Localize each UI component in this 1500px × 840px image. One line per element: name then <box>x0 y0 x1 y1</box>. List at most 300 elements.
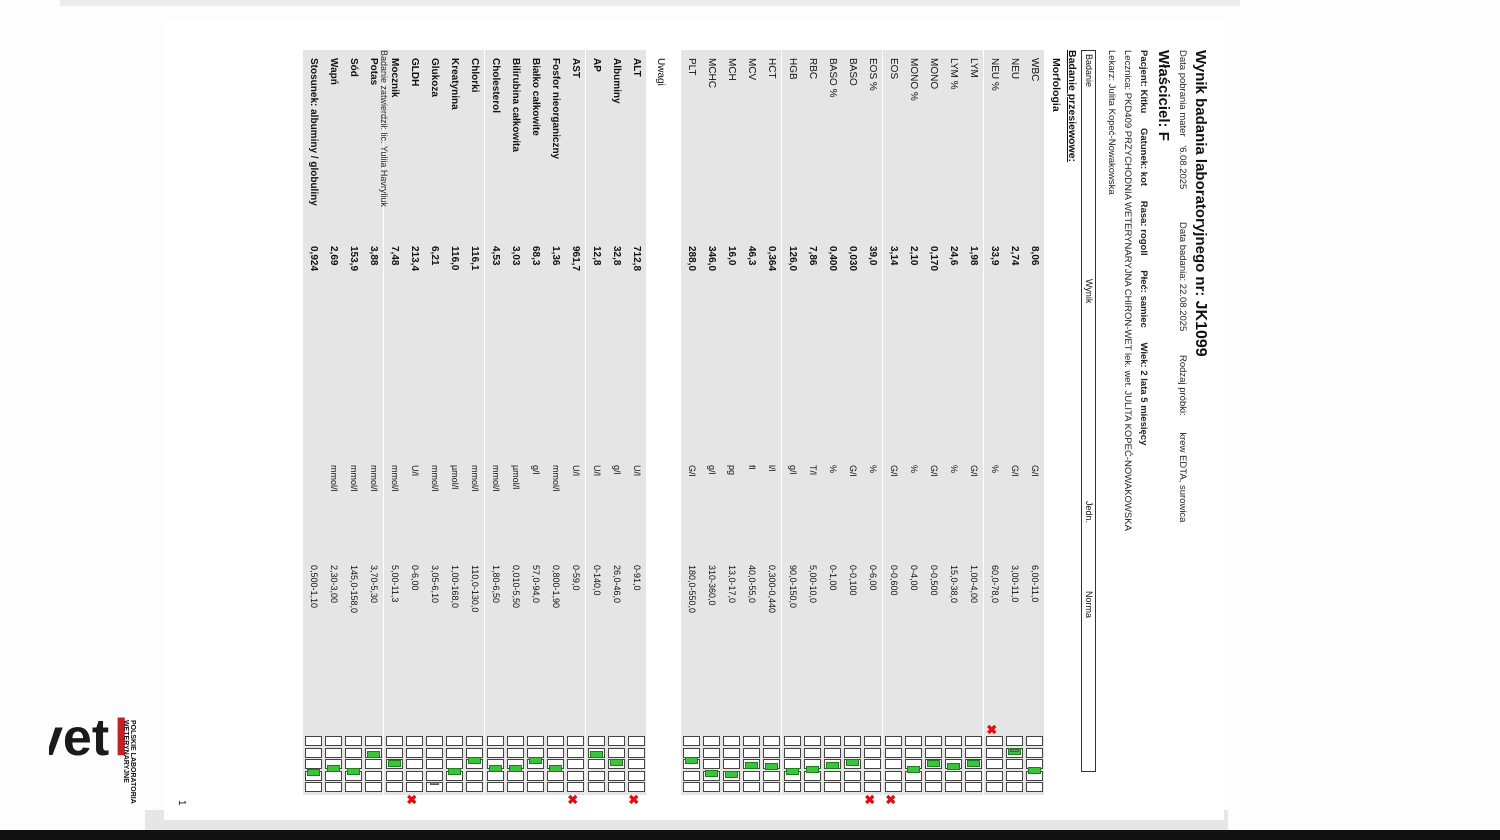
gauge-segment <box>1006 759 1023 769</box>
gauge-segment <box>885 748 902 758</box>
test-reference-range: 15,0-38,0 <box>949 565 960 604</box>
table-row <box>1024 50 1044 795</box>
test-name: GLDH <box>408 58 420 87</box>
test-name: BASO <box>847 58 859 86</box>
range-gauge <box>446 736 463 792</box>
out-of-range-x-icon: ✖ <box>862 794 878 805</box>
test-result: 6,21 <box>429 246 440 266</box>
gauge-segment <box>446 736 463 746</box>
test-result: 3,14 <box>887 246 899 266</box>
test-unit: g/l <box>706 465 717 475</box>
test-reference-range: 1,80-6,50 <box>490 565 501 604</box>
test-unit: l/l <box>767 465 778 472</box>
gauge-segment <box>965 782 982 792</box>
table-row <box>323 50 343 795</box>
table-row <box>485 50 505 795</box>
gauge-segment <box>588 759 605 769</box>
gauge-segment <box>905 736 922 746</box>
gauge-segment <box>864 782 881 792</box>
sample-type-value: krew EDTA, surowica <box>1177 432 1188 523</box>
test-result: 7,48 <box>388 246 400 266</box>
test-result: 0,170 <box>928 246 939 272</box>
gauge-segment <box>824 748 841 758</box>
test-reference-range: 5,00-10,0 <box>807 565 818 604</box>
test-result: 0,400 <box>827 246 838 272</box>
table-row <box>565 50 585 805</box>
test-unit: mmol/l <box>430 465 440 492</box>
test-name: Mocznik <box>388 58 400 98</box>
gauge-segment <box>608 748 625 758</box>
test-unit: pg <box>727 465 737 476</box>
gauge-segment <box>703 782 720 792</box>
test-name: Potas <box>368 58 380 86</box>
test-result: 3,03 <box>509 246 521 266</box>
gauge-segment <box>608 736 625 746</box>
table-row <box>882 50 903 805</box>
test-result: 1,98 <box>968 246 980 266</box>
test-unit: mmol/l <box>470 465 481 492</box>
gauge-segment <box>945 736 962 746</box>
gauge-segment <box>885 759 902 769</box>
clinic: Lecznica: PKD409 PRZYCHODNIA WETERYNARYJNA CHIRON-WET lek. wet. JULITA KOPEĆ-NOWAKOWSKA <box>1122 50 1133 531</box>
out-of-range-x-icon: ✖ <box>626 794 641 805</box>
gauge-segment <box>804 736 821 746</box>
gauge-segment <box>345 782 362 792</box>
in-range-marker <box>967 760 980 767</box>
test-reference-range: 0-0,600 <box>888 565 899 596</box>
approval-footer: Badanie zatwierdził: lic. Yuliia Havryliuk <box>379 50 389 207</box>
test-name: LYM % <box>948 58 960 90</box>
gauge-segment <box>547 748 564 758</box>
test-result: 2,10 <box>907 246 919 266</box>
test-reference-range: 40,0-55,0 <box>747 565 758 604</box>
test-result: 32,8 <box>610 246 622 266</box>
test-unit: G/l <box>929 465 939 477</box>
gauge-segment <box>608 771 625 781</box>
gauge-segment <box>588 736 605 746</box>
gauge-segment <box>763 771 780 781</box>
gauge-segment <box>1026 748 1043 758</box>
test-name: EOS <box>887 58 899 80</box>
gauge-segment <box>406 771 423 781</box>
test-name: Glukoza <box>429 58 440 97</box>
range-gauge <box>345 736 362 792</box>
test-unit: mmol/l <box>349 465 360 492</box>
test-reference-range: 0,500-1,10 <box>308 565 319 609</box>
test-name: ALT <box>631 58 642 77</box>
test-result: 126,0 <box>786 246 798 272</box>
range-gauge <box>565 736 584 805</box>
in-range-marker <box>367 751 380 758</box>
test-reference-range: 145,0-158,0 <box>349 565 360 614</box>
gauge-segment <box>965 771 982 781</box>
test-name: Chlorki <box>469 58 481 93</box>
in-range-marker <box>907 766 920 773</box>
gauge-segment <box>824 782 841 792</box>
test-name: Fosfor nieorganiczny <box>550 58 562 160</box>
test-reference-range: 0-0,100 <box>848 565 859 596</box>
test-name: RBC <box>806 58 818 80</box>
range-gauge <box>466 736 483 792</box>
owner: Właściciel: F <box>1155 50 1172 141</box>
gauge-segment <box>386 736 403 746</box>
gauge-segment <box>406 736 423 746</box>
table-row <box>761 50 781 795</box>
test-result: 0,924 <box>307 246 319 272</box>
test-reference-range: 180,0-550,0 <box>686 565 697 614</box>
gauge-segment <box>986 759 1003 769</box>
gauge-segment <box>986 748 1003 758</box>
range-gauge <box>844 736 861 792</box>
gauge-segment <box>547 736 564 746</box>
range-gauge <box>763 736 780 792</box>
collection-date <box>1177 50 1188 189</box>
gauge-segment <box>567 771 584 781</box>
species: Gatunek: kot <box>1138 128 1149 187</box>
gauge-segment <box>406 759 423 769</box>
test-reference-range: 0-4,00 <box>908 565 919 591</box>
test-reference-range: 0-6,00 <box>409 565 420 591</box>
table-row <box>903 50 923 795</box>
gauge-segment <box>547 782 564 792</box>
test-result: 116,0 <box>449 246 461 271</box>
gauge-segment <box>527 771 544 781</box>
in-range-marker <box>685 757 698 764</box>
test-unit: µmol/l <box>450 465 461 490</box>
test-result: 2,69 <box>328 246 339 266</box>
gauge-segment <box>1006 782 1023 792</box>
gauge-segment <box>804 748 821 758</box>
test-unit: G/l <box>848 465 859 477</box>
gauge-segment <box>743 736 760 746</box>
range-gauge <box>588 736 605 792</box>
gauge-segment <box>945 782 962 792</box>
test-name: Wapń <box>328 58 339 85</box>
table-row <box>822 50 842 795</box>
gauge-segment <box>784 736 801 746</box>
table-row <box>862 50 882 805</box>
test-reference-range: 0,300-0,440 <box>767 565 778 614</box>
col-test: Badanie <box>1084 54 1094 88</box>
gauge-segment <box>466 736 483 746</box>
test-unit: µmol/l <box>510 465 521 490</box>
patient-line <box>1138 50 1149 445</box>
gauge-segment <box>683 748 700 758</box>
in-range-marker <box>529 757 542 764</box>
range-gauge <box>626 736 645 805</box>
subsection-title: Morfologia <box>1050 58 1062 112</box>
gauge-segment <box>628 748 645 758</box>
test-unit: U/l <box>591 465 602 476</box>
in-range-marker <box>745 762 758 769</box>
gauge-segment <box>446 748 463 758</box>
gauge-segment <box>1026 782 1043 792</box>
table-row <box>802 50 822 795</box>
test-name: Białko całkowite <box>530 58 541 136</box>
table-row <box>626 50 646 805</box>
test-unit: mmol/l <box>490 465 501 492</box>
gauge-segment <box>628 736 645 746</box>
table-row <box>606 50 626 795</box>
table-row <box>923 50 943 795</box>
test-reference-range: 1,00-4,00 <box>969 565 980 604</box>
test-name: Sód <box>348 58 360 77</box>
gauge-segment <box>567 748 584 758</box>
gauge-segment <box>325 771 342 781</box>
test-name: Cholesterol <box>489 58 501 114</box>
gauge-segment <box>507 748 524 758</box>
gauge-segment <box>683 736 700 746</box>
range-gauge <box>723 736 740 792</box>
gauge-segment <box>386 782 403 792</box>
test-result: 46,3 <box>746 246 758 266</box>
gauge-segment <box>763 748 780 758</box>
dna-logo-icon <box>49 660 129 810</box>
table-row <box>984 50 1004 795</box>
test-unit: mmol/l <box>329 465 339 492</box>
in-range-marker <box>388 760 401 767</box>
range-gauge <box>862 736 881 805</box>
test-unit: U/l <box>409 465 420 476</box>
gauge-segment <box>325 748 342 758</box>
gauge-segment <box>345 748 362 758</box>
gauge-segment <box>925 736 942 746</box>
range-gauge <box>403 736 423 805</box>
gauge-segment <box>703 736 720 746</box>
table-row <box>444 50 464 795</box>
gauge-segment <box>864 759 881 769</box>
gauge-segment <box>925 748 942 758</box>
page-number: 1 <box>176 800 187 806</box>
gauge-segment <box>507 782 524 792</box>
in-range-marker <box>765 763 778 770</box>
age: Wiek: 2 lata 5 miesięcy <box>1138 342 1149 446</box>
logo-sub-1: POLSKIE LABORATORIA <box>129 720 136 804</box>
range-gauge <box>1026 736 1043 792</box>
gauge-segment <box>527 748 544 758</box>
gauge-segment <box>567 736 584 746</box>
gauge-segment <box>986 782 1003 792</box>
table-row <box>943 50 963 795</box>
test-name: Kreatynina <box>449 58 461 110</box>
gauge-segment <box>885 736 902 746</box>
test-result: 33,9 <box>988 246 1000 266</box>
gauge-segment <box>945 748 962 758</box>
range-gauge <box>305 736 322 792</box>
table-row <box>424 50 444 795</box>
test-reference-range: 6,00-11,0 <box>1030 565 1040 603</box>
test-name: HCT <box>766 58 778 79</box>
test-reference-range: 0,010-5,50 <box>510 565 521 609</box>
range-gauge <box>386 736 403 792</box>
in-range-marker <box>806 766 819 773</box>
gauge-segment <box>723 782 740 792</box>
gauge-segment <box>925 782 942 792</box>
test-result: 116,1 <box>469 246 481 271</box>
test-name: Stosunek: albuminy / globuliny <box>307 58 319 206</box>
gauge-segment <box>885 771 902 781</box>
gauge-segment <box>406 782 423 792</box>
sample-type <box>1177 355 1188 522</box>
test-result: 346,0 <box>705 246 717 272</box>
test-name: PLT <box>685 58 697 76</box>
test-reference-range: 60,0-78,0 <box>989 565 1000 604</box>
logo-subtitle <box>122 720 136 804</box>
in-range-marker <box>347 768 360 775</box>
test-unit: % <box>828 465 838 474</box>
table-row <box>741 50 761 795</box>
breed: Rasa: rogoll <box>1138 200 1149 256</box>
gauge-segment <box>567 782 584 792</box>
test-reference-range: 0-1,00 <box>828 565 838 591</box>
test-result: 24,6 <box>948 246 960 266</box>
gauge-segment <box>743 771 760 781</box>
patient-name: Pacjent: Kitku <box>1138 50 1149 114</box>
gauge-segment <box>386 771 403 781</box>
table-row <box>303 50 323 795</box>
table-row <box>545 50 565 795</box>
gauge-segment <box>703 748 720 758</box>
section-title: Badanie przesiewowe: <box>1066 50 1078 163</box>
test-result: 0,364 <box>766 246 778 272</box>
svg-text:vet: et <box>62 709 110 767</box>
test-unit: fl <box>747 465 758 470</box>
test-reference-range: 0-59,0 <box>571 565 582 591</box>
range-gauge <box>965 736 982 792</box>
gauge-segment <box>965 748 982 758</box>
test-result: 68,3 <box>530 246 541 266</box>
test-reference-range: 0-6,00 <box>868 565 879 591</box>
gauge-segment <box>844 771 861 781</box>
table-row <box>782 50 802 795</box>
gauge-segment <box>1006 771 1023 781</box>
range-gauge <box>1006 736 1023 792</box>
in-range-marker <box>826 762 839 769</box>
test-result: 16,0 <box>726 246 737 266</box>
range-gauge <box>325 736 342 792</box>
test-name: LYM <box>968 58 980 78</box>
test-unit: G/l <box>888 465 899 477</box>
logo-sub-2: WETERYNARYJNE <box>122 720 129 783</box>
test-result: 1,36 <box>550 246 562 266</box>
table-row <box>842 50 862 795</box>
test-reference-range: 0-91,0 <box>632 565 642 591</box>
range-gauge <box>925 736 942 792</box>
test-name: EOS % <box>867 58 879 91</box>
test-name: HGB <box>786 58 798 80</box>
range-gauge <box>905 736 922 792</box>
in-range-marker <box>786 768 799 775</box>
table-row <box>701 50 721 795</box>
gauge-segment <box>824 771 841 781</box>
range-gauge <box>703 736 720 792</box>
range-gauge <box>824 736 841 792</box>
test-result: 288,0 <box>685 246 697 272</box>
gauge-segment <box>305 736 322 746</box>
test-reference-range: 310-360,0 <box>706 565 717 606</box>
gauge-segment <box>446 782 463 792</box>
table-row <box>586 50 606 795</box>
gauge-segment <box>466 748 483 758</box>
report-title <box>1191 50 1209 357</box>
report-title-text: Wynik badania laboratoryjnego nr: <box>1192 50 1209 297</box>
test-name: MONO % <box>907 58 919 101</box>
test-reference-range: 26,0-46,0 <box>611 565 622 604</box>
test-unit: T/l <box>807 465 818 475</box>
test-unit: U/l <box>632 465 642 476</box>
gauge-segment <box>844 782 861 792</box>
gauge-segment <box>723 748 740 758</box>
gauge-segment <box>466 771 483 781</box>
gauge-segment <box>608 782 625 792</box>
gauge-segment <box>426 759 443 769</box>
gauge-segment <box>527 736 544 746</box>
out-of-range-x-icon: ✖ <box>565 794 581 805</box>
gauge-segment <box>804 782 821 792</box>
test-unit: mmol/l <box>389 465 400 492</box>
gauge-segment <box>466 782 483 792</box>
range-gauge <box>547 736 564 792</box>
gauge-segment <box>628 759 645 769</box>
gauge-segment <box>588 771 605 781</box>
test-unit: G/l <box>686 465 697 477</box>
gauge-segment <box>305 759 322 769</box>
table-header <box>1081 50 1096 772</box>
test-name: MONO <box>928 58 939 90</box>
vetlab-logo <box>44 660 129 810</box>
in-range-marker <box>846 759 859 766</box>
collected-value: '6.08.2025 <box>1177 145 1188 190</box>
in-range-marker <box>509 765 522 772</box>
in-range-marker <box>705 770 718 777</box>
test-result: 8,06 <box>1029 246 1040 266</box>
gauge-segment <box>345 736 362 746</box>
gauge-segment <box>986 736 1003 746</box>
range-gauge <box>743 736 760 792</box>
test-name: AP <box>590 58 602 72</box>
gauge-segment <box>864 748 881 758</box>
gauge-segment <box>683 771 700 781</box>
range-gauge <box>365 736 382 792</box>
test-name: Albuminy <box>610 58 622 104</box>
test-reference-range: 2,30-3,00 <box>329 565 339 604</box>
test-unit: mmol/l <box>551 465 562 492</box>
out-of-range-x-icon: ✖ <box>882 794 898 805</box>
gauge-segment <box>426 748 443 758</box>
gauge-segment <box>723 759 740 769</box>
table-row <box>464 50 484 795</box>
gauge-segment <box>628 782 645 792</box>
gauge-segment <box>763 736 780 746</box>
collected-label: Data pobrania mater <box>1177 50 1188 137</box>
gauge-segment <box>824 736 841 746</box>
test-name: WBC <box>1029 58 1040 82</box>
in-range-marker <box>549 765 562 772</box>
test-name: AST <box>570 58 582 78</box>
test-unit: mmol/l <box>369 465 380 492</box>
gauge-segment <box>628 771 645 781</box>
test-reference-range: 3,05-6,10 <box>430 565 440 604</box>
gauge-segment <box>1006 736 1023 746</box>
test-reference-range: 0-140,0 <box>591 565 602 596</box>
table-row <box>505 50 525 795</box>
test-result: 712,8 <box>631 246 642 272</box>
range-gauge <box>426 736 443 792</box>
gauge-segment <box>588 782 605 792</box>
gauge-segment <box>487 748 504 758</box>
gauge-segment <box>844 748 861 758</box>
in-range-marker <box>610 759 623 766</box>
